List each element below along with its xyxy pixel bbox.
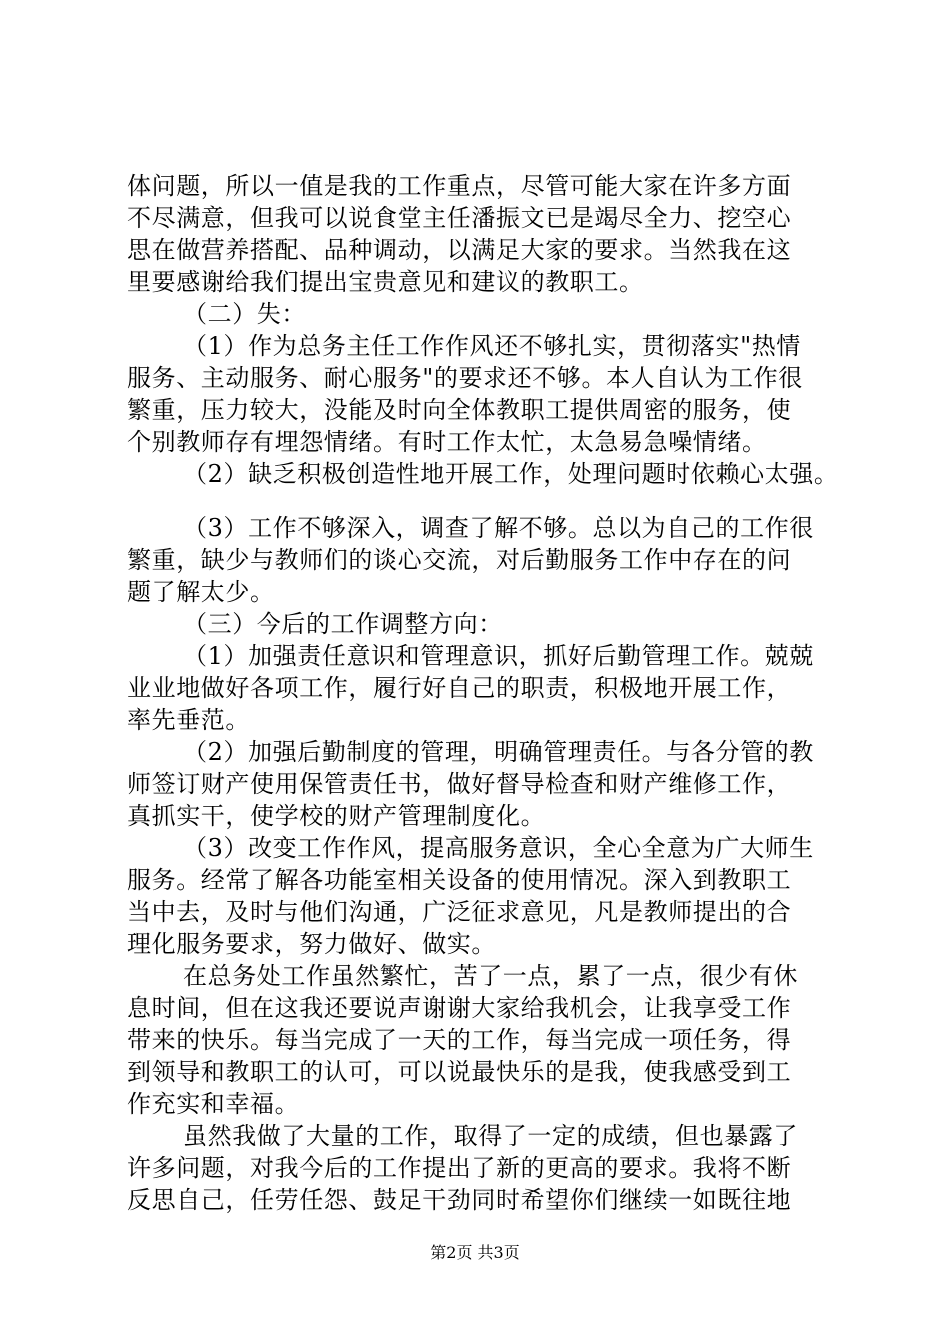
text-line: 服务、主动服务、耐心服务"的要求还不够。本人自认为工作很 bbox=[127, 364, 803, 392]
text-line: （2）加强后勤制度的管理，明确管理责任。与各分管的教 bbox=[183, 738, 814, 766]
text-line: 题了解太少。 bbox=[127, 578, 275, 606]
text-line: 带来的快乐。每当完成了一天的工作，每当完成一项任务，得 bbox=[127, 1026, 792, 1054]
text-line: 服务。经常了解各功能室相关设备的使用情况。深入到教职工 bbox=[127, 866, 792, 894]
text-line: 反思自己，任劳任怨、鼓足干劲同时希望你们继续一如既往地 bbox=[127, 1186, 792, 1214]
text-line: 许多问题，对我今后的工作提出了新的更高的要求。我将不断 bbox=[127, 1154, 792, 1182]
text-line: （1）作为总务主任工作作风还不够扎实，贯彻落实"热情 bbox=[183, 332, 801, 360]
section-heading: （三）今后的工作调整方向： bbox=[183, 610, 503, 638]
text-line: 当中去，及时与他们沟通，广泛征求意见，凡是教师提出的合 bbox=[127, 898, 792, 926]
text-line: 理化服务要求，努力做好、做实。 bbox=[127, 930, 496, 958]
text-line: （1）加强责任意识和管理意识，抓好后勤管理工作。兢兢 bbox=[183, 642, 814, 670]
text-line: （3）工作不够深入，调查了解不够。总以为自己的工作很 bbox=[183, 514, 814, 542]
page-number-footer: 第2页 共3页 bbox=[430, 1243, 520, 1262]
text-line: 到领导和教职工的认可，可以说最快乐的是我，使我感受到工 bbox=[127, 1058, 792, 1086]
text-line: 个别教师存有埋怨情绪。有时工作太忙，太急易急噪情绪。 bbox=[127, 428, 767, 456]
text-line: 思在做营养搭配、品种调动，以满足大家的要求。当然我在这 bbox=[127, 236, 792, 264]
text-line: （2）缺乏积极创造性地开展工作，处理问题时依赖心太强。 bbox=[183, 460, 839, 488]
text-line: 体问题，所以一值是我的工作重点，尽管可能大家在许多方面 bbox=[127, 172, 792, 200]
text-line: 业业地做好各项工作，履行好自己的职责，积极地开展工作， bbox=[127, 674, 792, 702]
text-line: 息时间，但在这我还要说声谢谢大家给我机会，让我享受工作 bbox=[127, 994, 792, 1022]
text-line: 虽然我做了大量的工作，取得了一定的成绩，但也暴露了 bbox=[183, 1122, 798, 1150]
text-line: 繁重，压力较大，没能及时向全体教职工提供周密的服务，使 bbox=[127, 396, 792, 424]
text-line: （3）改变工作作风，提高服务意识，全心全意为广大师生 bbox=[183, 834, 814, 862]
text-line: 不尽满意，但我可以说食堂主任潘振文已是竭尽全力、挖空心 bbox=[127, 204, 792, 232]
text-line: 作充实和幸福。 bbox=[127, 1090, 300, 1118]
text-line: 师签订财产使用保管责任书，做好督导检查和财产维修工作， bbox=[127, 770, 792, 798]
text-line: 在总务处工作虽然繁忙，苦了一点，累了一点，很少有休 bbox=[183, 962, 798, 990]
text-line: 真抓实干，使学校的财产管理制度化。 bbox=[127, 802, 546, 830]
text-line: 率先垂范。 bbox=[127, 706, 250, 734]
text-line: 繁重，缺少与教师们的谈心交流，对后勤服务工作中存在的问 bbox=[127, 546, 792, 574]
text-line: 里要感谢给我们提出宝贵意见和建议的教职工。 bbox=[127, 268, 644, 296]
section-heading: （二）失： bbox=[183, 300, 306, 328]
